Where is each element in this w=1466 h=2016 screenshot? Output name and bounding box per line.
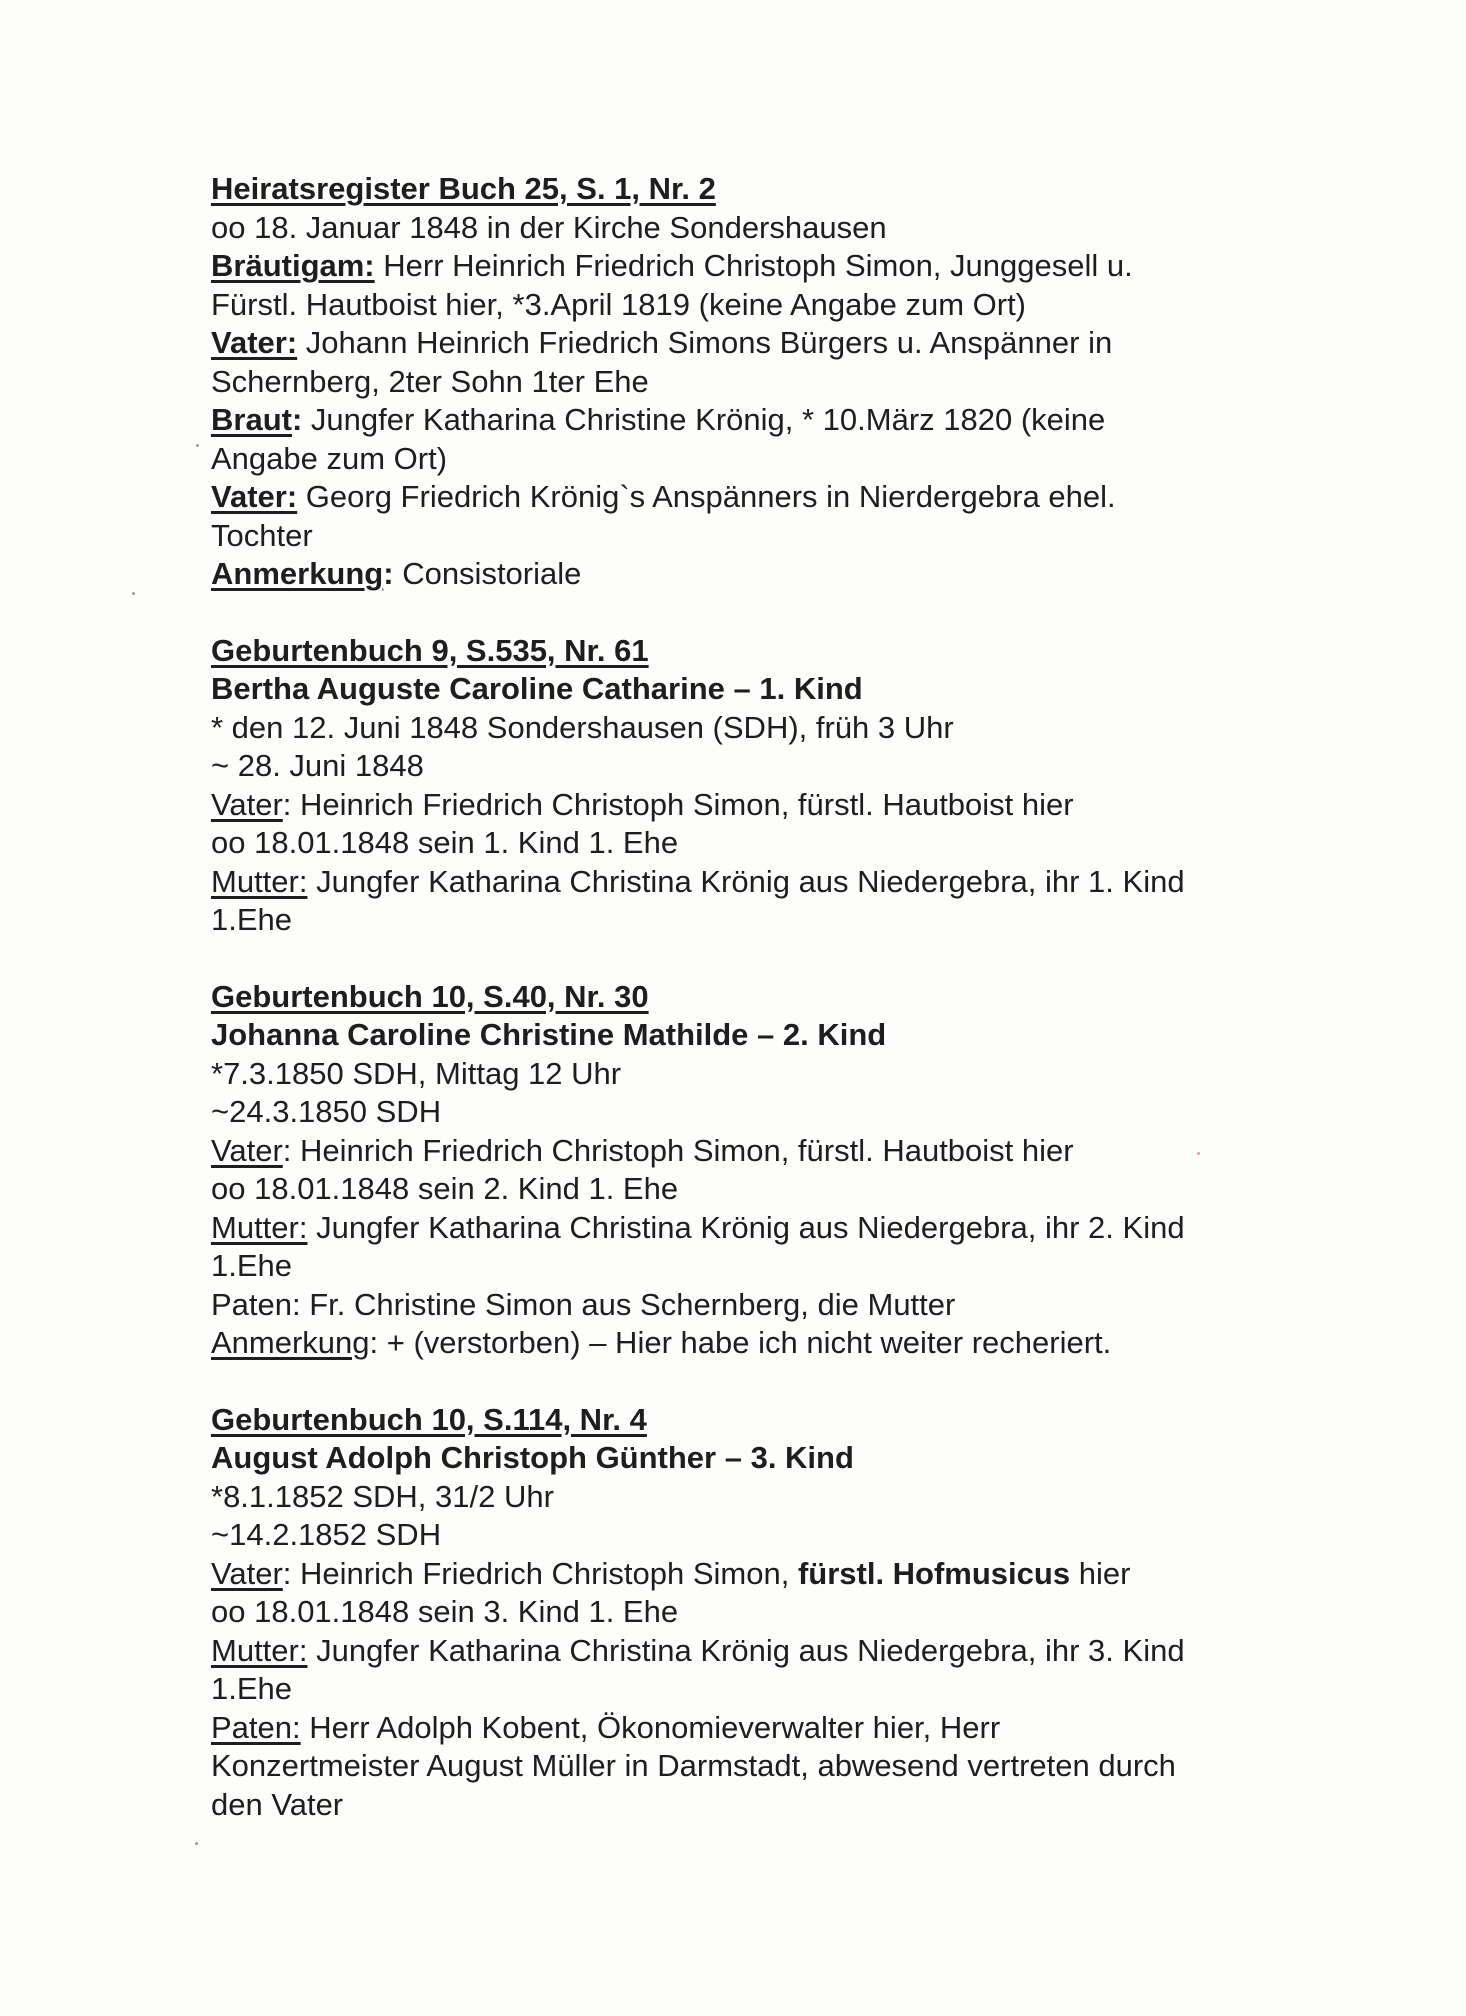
field-label: Mutter: (211, 863, 308, 899)
record-line: Fürstl. Hautboist hier, *3.April 1819 (keine Angabe zum Ort) (211, 286, 1027, 322)
record-line (211, 863, 1361, 902)
record-line (211, 478, 1361, 517)
field-label-colon: : (282, 1555, 292, 1591)
document-body (211, 170, 1361, 1824)
scan-speck (196, 444, 199, 447)
field-label: Anmerkung (211, 1325, 370, 1360)
record-line: ~ 28. Juni 1848 (211, 748, 424, 783)
record-heading: Geburtenbuch 10, S.40, Nr. 30 (211, 978, 649, 1014)
record-line: 1.Ehe (211, 902, 293, 937)
scan-speck (1197, 1152, 1200, 1155)
field-label: Paten: (211, 1709, 301, 1745)
field-value: Johann Heinrich Friedrich Simons Bürgers u. Anspänner in (297, 325, 1113, 360)
field-label-colon: : (282, 1132, 292, 1168)
field-label: Bräutigam: (211, 248, 375, 283)
record-line (211, 1132, 1361, 1171)
record-line: Konzertmeister August Müller in Darmstadt, abwesend vertreten durch (211, 1748, 1176, 1783)
field-value: Herr Heinrich Friedrich Christoph Simon, Junggesell u. (374, 248, 1133, 283)
field-label: Vater (211, 786, 283, 822)
field-value: Heinrich Friedrich Christoph Simon, fürstl. Hautboist hier (291, 786, 1074, 822)
record-line (211, 555, 1361, 594)
field-label: Mutter: (211, 1632, 308, 1668)
record-line (211, 786, 1361, 825)
record-line (211, 1324, 1361, 1363)
field-label: Vater: (211, 479, 298, 514)
record-line: *8.1.1852 SDH, 31/2 Uhr (211, 1478, 554, 1514)
record-line: *7.3.1850 SDH, Mittag 12 Uhr (211, 1055, 622, 1091)
field-label-colon: : (369, 1325, 379, 1360)
record-line: ~24.3.1850 SDH (211, 1094, 442, 1129)
record-line (211, 324, 1361, 363)
record-line: * den 12. Juni 1848 Sondershausen (SDH), früh 3 Uhr (211, 709, 954, 745)
field-label-colon: : (291, 402, 303, 437)
field-value: + (verstorben) – Hier habe ich nicht weiter recheriert. (378, 1325, 1112, 1360)
record-block (211, 170, 1361, 594)
field-label: Anmerkung (211, 556, 384, 591)
record-line: oo 18.01.1848 sein 1. Kind 1. Ehe (211, 825, 679, 860)
record-heading: Heiratsregister Buch 25, S. 1, Nr. 2 (211, 171, 716, 206)
field-label: Vater (211, 1132, 283, 1168)
field-value: Jungfer Katharina Christina Krönig aus Niedergebra, ihr 2. Kind (307, 1209, 1185, 1245)
record-subheading: Johanna Caroline Christine Mathilde – 2. Kind (211, 1017, 887, 1052)
field-value: Herr Adolph Kobent, Ökonomieverwalter hier, Herr (300, 1709, 1001, 1745)
record-line: 1.Ehe (211, 1671, 293, 1706)
record-line (211, 1555, 1361, 1594)
field-value: hier (1070, 1555, 1131, 1591)
field-label: Mutter: (211, 1209, 308, 1245)
record-block (211, 1401, 1361, 1825)
record-heading: Geburtenbuch 9, S.535, Nr. 61 (211, 632, 649, 668)
record-line: oo 18.01.1848 sein 3. Kind 1. Ehe (211, 1594, 679, 1629)
scan-speck (195, 1842, 198, 1845)
record-heading: Geburtenbuch 10, S.114, Nr. 4 (211, 1401, 647, 1437)
record-line (211, 1632, 1361, 1671)
record-subheading: August Adolph Christoph Günther – 3. Kind (211, 1440, 854, 1475)
scan-speck (132, 592, 135, 595)
record-line (211, 1709, 1361, 1748)
field-value: Jungfer Katharina Christina Krönig aus Niedergebra, ihr 1. Kind (307, 863, 1185, 899)
field-value: Heinrich Friedrich Christoph Simon, fürstl. Hautboist hier (291, 1132, 1074, 1168)
record-line (211, 1209, 1361, 1248)
record-line (211, 247, 1361, 286)
field-value: Jungfer Katharina Christina Krönig aus Niedergebra, ihr 3. Kind (307, 1632, 1185, 1668)
record-line: den Vater (211, 1786, 344, 1822)
field-value-bold: fürstl. Hofmusicus (797, 1555, 1071, 1591)
field-label-colon: : (383, 556, 394, 591)
record-block (211, 632, 1361, 940)
record-block (211, 978, 1361, 1363)
field-value: Heinrich Friedrich Christoph Simon, (291, 1555, 798, 1591)
field-label-colon: : (282, 786, 292, 822)
record-line: ~14.2.1852 SDH (211, 1517, 442, 1552)
field-value: Consistoriale (393, 556, 582, 591)
record-line: Paten: Fr. Christine Simon aus Schernberg, die Mutter (211, 1286, 956, 1322)
field-value: Georg Friedrich Krönig`s Anspänners in Nierdergebra ehel. (297, 479, 1116, 514)
record-subheading: Bertha Auguste Caroline Catharine – 1. Kind (211, 671, 863, 706)
record-line: Angabe zum Ort) (211, 440, 448, 476)
record-line: Tochter (211, 517, 313, 553)
field-label: Vater: (211, 325, 298, 360)
record-line: oo 18.01.1848 sein 2. Kind 1. Ehe (211, 1171, 679, 1206)
field-value: Jungfer Katharina Christine Krönig, * 10.März 1820 (keine (302, 402, 1106, 437)
record-line (211, 401, 1361, 440)
record-line: 1.Ehe (211, 1248, 293, 1283)
field-label: Vater (211, 1555, 283, 1591)
record-line: oo 18. Januar 1848 in der Kirche Sondershausen (211, 209, 887, 245)
record-line: Schernberg, 2ter Sohn 1ter Ehe (211, 363, 649, 399)
field-label: Braut (211, 402, 292, 437)
